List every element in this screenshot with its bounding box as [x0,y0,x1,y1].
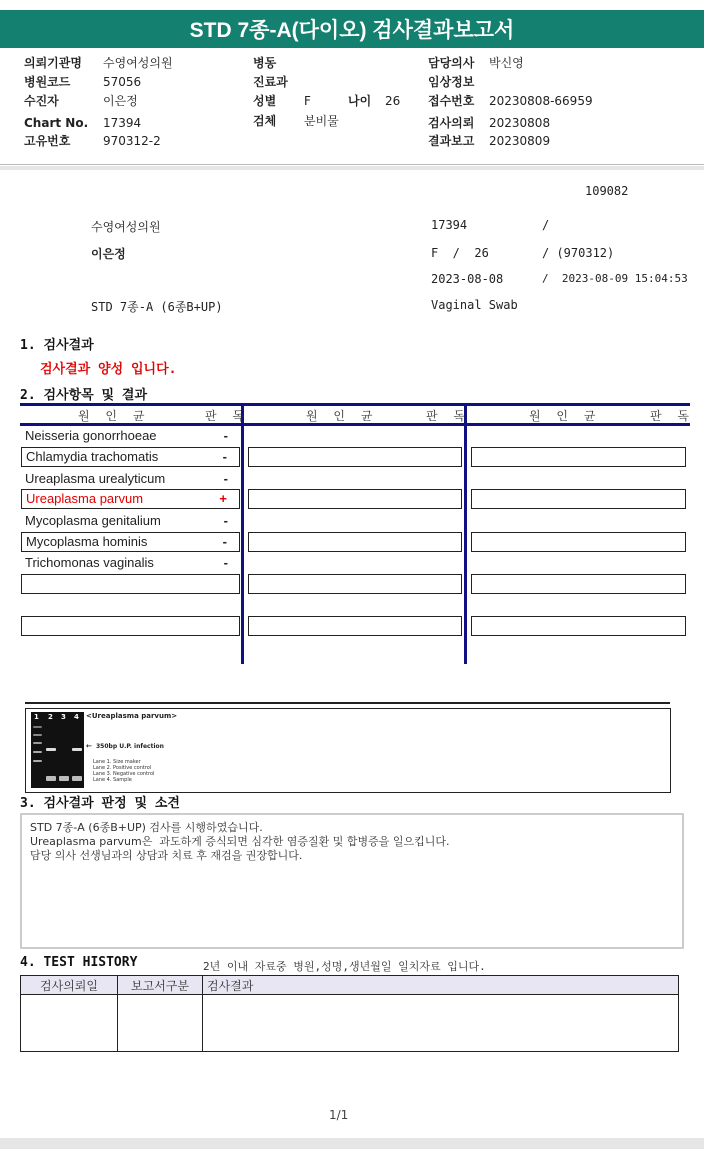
sex-value: F [304,94,311,108]
pathogen-result: - [223,555,228,570]
code-label: 병원코드 [24,75,71,89]
table-row-empty [248,447,462,467]
section2-title: 2. 검사항목 및 결과 [20,388,148,403]
gel-electrophoresis-image [31,712,84,788]
pathogen-result: + [219,491,227,506]
table-row-empty [471,532,686,552]
header-divider [0,164,704,165]
gel-legend-item: Lane 3. Negative control [93,771,155,777]
hospital-label: 의뢰기관명 [24,56,82,70]
history-header-row [21,976,679,995]
pathogen-result: - [223,513,228,528]
report-number: 109082 [585,184,629,198]
info-test: STD 7종-A (6종B+UP) [91,300,223,314]
gel-arrow-label: 350bp U.P. infection [96,743,164,750]
pathogen-name: Ureaplasma parvum [26,491,144,506]
pathogen-result: - [222,449,227,464]
gel-legend-item: Lane 4. Sample [93,777,132,783]
history-col-request-date: 검사의뢰일 [21,976,118,995]
table-row [21,532,240,552]
gel-band [33,751,42,753]
table-row-empty [471,616,686,636]
info-reported: / 2023-08-09 15:04:53 [542,272,688,285]
pathogen-name: Ureaplasma urealyticum [25,471,166,486]
gel-image-frame [25,708,671,793]
gel-band [72,748,82,751]
table-row [21,553,240,573]
doctor-label: 담당의사 [428,56,475,70]
lane-number: 1 [34,713,39,721]
opinion-line: Ureaplasma parvum은 과도하게 증식되면 심각한 염증질환 및 합병증을 일으킵니다. [30,835,450,848]
opinion-line: 담당 의사 선생님과의 상담과 치료 후 재검을 권장합니다. [30,849,303,862]
opinion-box [20,813,684,949]
specimen-label: 검체 [253,114,277,128]
sex-label: 성별 [253,94,277,108]
report-title: STD 7종-A(다이오) 검사결과보고서 [0,10,704,48]
code-value: 57056 [103,75,142,89]
footer-bar [0,1138,704,1149]
section1-result: 검사결과 양성 입니다. [40,362,177,377]
lane-number: 2 [48,713,53,721]
history-col-report-type: 보고서구분 [118,976,203,995]
section4-title: 4. TEST HISTORY [20,955,138,970]
pathogen-name: Mycoplasma genitalium [25,513,161,528]
table-row-empty [21,616,240,636]
chart-label: Chart No. [24,116,89,130]
history-col-result: 검사결과 [203,976,679,995]
gel-arrow-icon: ← [86,742,92,750]
accession-value: 20230808-66959 [489,94,593,108]
age-label: 나이 [348,94,372,108]
gel-band [33,742,42,744]
column-divider-1 [241,403,244,664]
hospital-value: 수영여성의원 [103,56,173,70]
column-divider-2 [464,403,467,664]
table-row [21,447,240,467]
table-row-empty [471,447,686,467]
chart-value: 17394 [103,116,142,130]
info-dob: / (970312) [542,246,615,260]
report-label: 결과보고 [428,134,475,148]
gel-legend [93,759,154,783]
gel-legend-item: Lane 2. Positive control [93,765,152,771]
accession-label: 접수번호 [428,94,475,108]
col3-pathogen-header: 원 인 균 [529,409,602,423]
id-value: 970312-2 [103,134,161,148]
request-value: 20230808 [489,116,551,130]
table-top-rule [20,403,690,406]
lane-number: 3 [61,713,66,721]
history-cell [203,995,679,1052]
age-value: 26 [385,94,401,108]
gel-band [46,776,56,781]
table-row-positive [21,489,240,509]
lane-number: 4 [74,713,79,721]
gel-band [46,748,56,751]
specimen-value: 분비물 [304,114,339,128]
gel-title: <Ureaplasma parvum> [86,712,178,720]
page-number: 1/1 [329,1108,349,1122]
table-row [21,469,240,489]
table-row-empty [248,532,462,552]
gel-top-rule [25,702,670,704]
id-label: 고유번호 [24,134,71,148]
pathogen-name: Chlamydia trachomatis [26,449,159,464]
col2-pathogen-header: 원 인 균 [306,409,379,423]
table-row [21,426,240,446]
ward-label: 병동 [253,56,277,70]
info-received: 2023-08-08 [431,272,504,286]
table-row-empty [248,489,462,509]
table-row [21,511,240,531]
section1-title: 1. 검사결과 [20,338,94,353]
info-sample: Vaginal Swab [431,298,518,312]
pathogen-result: - [223,471,228,486]
report-value: 20230809 [489,134,551,148]
gel-band [33,760,42,762]
col2-judge-header: 판 독 [426,409,471,423]
history-cell [118,995,203,1052]
header-divider-bar [0,166,704,170]
info-patient: 이은정 [91,247,126,261]
table-row-empty [471,489,686,509]
doctor-value: 박신영 [489,56,524,70]
gel-band [33,734,42,736]
results-table [0,402,704,664]
table-row-empty [248,574,462,594]
history-table [20,975,679,1052]
pathogen-result: - [223,428,228,443]
opinion-line: STD 7종-A (6종B+UP) 검사를 시행하였습니다. [30,821,263,834]
info-chart: 17394 [431,218,468,232]
dept-label: 진료과 [253,75,288,89]
gel-band [33,726,42,728]
pathogen-name: Mycoplasma hominis [26,534,148,549]
history-note: 2년 이내 자료중 병원,성명,생년월일 일치자료 입니다. [203,960,486,973]
table-row-empty [248,616,462,636]
history-empty-row [21,995,679,1052]
col1-pathogen-header: 원 인 균 [78,409,151,423]
request-label: 검사의뢰 [428,116,475,130]
patient-label: 수진자 [24,94,59,108]
info-slash: / [542,218,550,232]
info-sex-age: F / 26 [431,246,489,260]
pathogen-name: Trichomonas vaginalis [25,555,154,570]
history-cell [21,995,118,1052]
info-hospital: 수영여성의원 [91,220,161,234]
pathogen-result: - [222,534,227,549]
col1-judge-header: 판 독 [205,409,250,423]
table-row-empty [21,574,240,594]
col3-judge-header: 판 독 [650,409,695,423]
header-info [0,54,704,154]
pathogen-name: Neisseria gonorrhoeae [25,428,157,443]
clinical-label: 임상정보 [428,75,475,89]
gel-band [72,776,82,781]
table-row-empty [471,574,686,594]
gel-legend-item: Lane 1. Size maker [93,759,141,765]
gel-band [59,776,69,781]
section3-title: 3. 검사결과 판정 및 소견 [20,796,180,811]
patient-value: 이은정 [103,94,138,108]
